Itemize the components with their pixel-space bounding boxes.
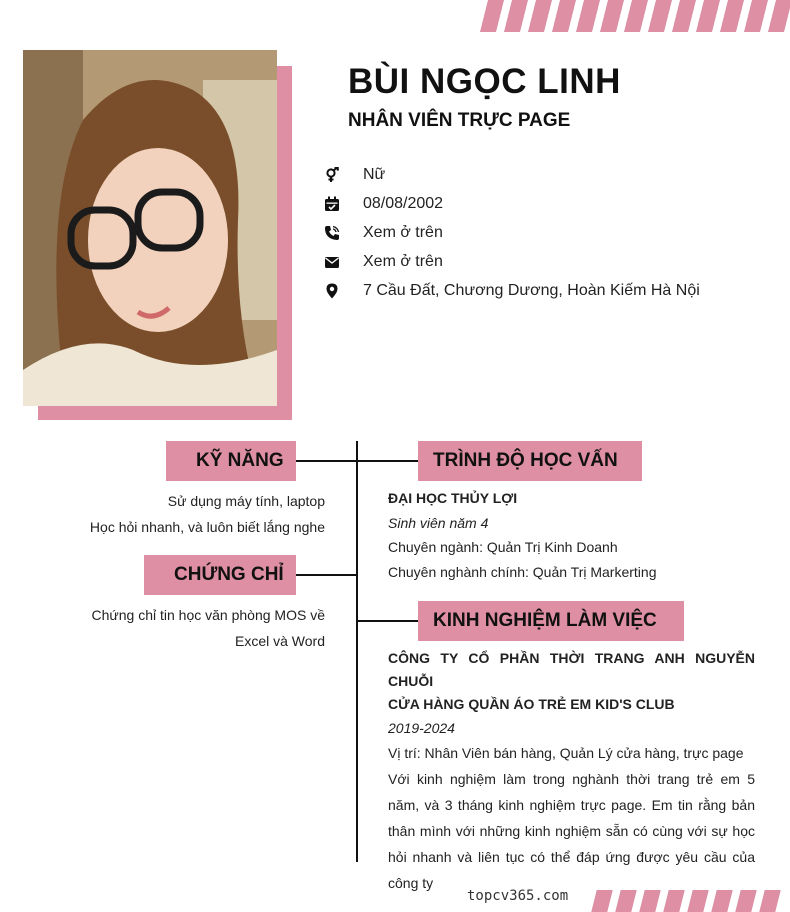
connector-skills [296, 460, 357, 462]
education-heading [418, 441, 642, 481]
main-major: Chuyên nghành chính: Quản Trị Markerting [388, 563, 657, 580]
email-icon [322, 252, 342, 272]
certificate-line: Chứng chỉ tin học văn phòng MOS về [91, 607, 325, 623]
decorative-stripes-bottom [594, 890, 778, 912]
work-period: 2019-2024 [388, 720, 455, 736]
birthday-value: 08/08/2002 [363, 194, 444, 212]
personal-info-list [322, 160, 700, 305]
school-name: ĐẠI HỌC THỦY LỢI [388, 490, 518, 506]
decorative-stripes-top [484, 0, 788, 32]
skills-list [90, 488, 325, 540]
skills-heading [166, 441, 296, 481]
experience-heading [418, 601, 684, 641]
gender-icon [322, 165, 342, 185]
candidate-name: BÙI NGỌC LINH [348, 62, 621, 101]
connector-experience [357, 620, 419, 622]
timeline-vertical-line [356, 441, 358, 862]
certificate-line: Excel và Word [235, 633, 325, 649]
info-row-email [322, 247, 700, 276]
info-row-address [322, 276, 700, 305]
education-heading-text: TRÌNH ĐỘ HỌC VẤN [433, 450, 618, 471]
phone-icon [322, 223, 342, 243]
info-row-gender [322, 160, 700, 189]
phone-value: Xem ở trên [363, 223, 443, 241]
experience-details [388, 647, 755, 896]
info-row-birthday [322, 189, 700, 218]
study-status: Sinh viên năm 4 [388, 514, 489, 531]
skills-heading-text: KỸ NĂNG [196, 450, 284, 471]
experience-heading-text: KINH NGHIỆM LÀM VIỆC [433, 610, 657, 631]
company-name-line1: CÔNG TY CỔ PHẦN THỜI TRANG ANH NGUYỄN CHUỖI [388, 650, 755, 689]
work-position: Vị trí: Nhân Viên bán hàng, Quản Lý cửa hàng, trực page [388, 745, 744, 761]
job-title: NHÂN VIÊN TRỰC PAGE [348, 110, 571, 131]
skill-item: Học hỏi nhanh, và luôn biết lắng nghe [89, 519, 325, 535]
work-description: Với kinh nghiệm làm trong nghành thời trang trẻ em 5 năm, và 3 tháng kinh nghiệm trực page. Em tin rằng bản thân mình với những kinh nghiệm sẵn có cùng với sự học hỏi nhanh và liên tục có thể đáp ứng được yêu cầu của công ty [388, 771, 755, 891]
connector-certificates [296, 574, 357, 576]
address-value: 7 Cầu Đất, Chương Dương, Hoàn Kiếm Hà Nội [363, 281, 700, 299]
certificates-heading-text: CHỨNG CHỈ [174, 564, 284, 585]
calendar-icon [322, 194, 342, 214]
profile-photo [23, 50, 277, 406]
location-icon [322, 281, 342, 301]
footer-site: topcv365.com [467, 888, 569, 904]
certificates-heading [144, 555, 296, 595]
skill-item: Sử dụng máy tính, laptop [167, 493, 325, 509]
email-value: Xem ở trên [363, 252, 443, 270]
gender-value: Nữ [363, 165, 386, 183]
company-name-line2: CỬA HÀNG QUẦN ÁO TRẺ EM KID'S CLUB [388, 696, 675, 712]
certificates-text [91, 602, 325, 654]
connector-education [357, 460, 419, 462]
education-details [388, 486, 755, 584]
info-row-phone [322, 218, 700, 247]
major: Chuyên ngành: Quản Trị Kinh Doanh [388, 539, 618, 555]
